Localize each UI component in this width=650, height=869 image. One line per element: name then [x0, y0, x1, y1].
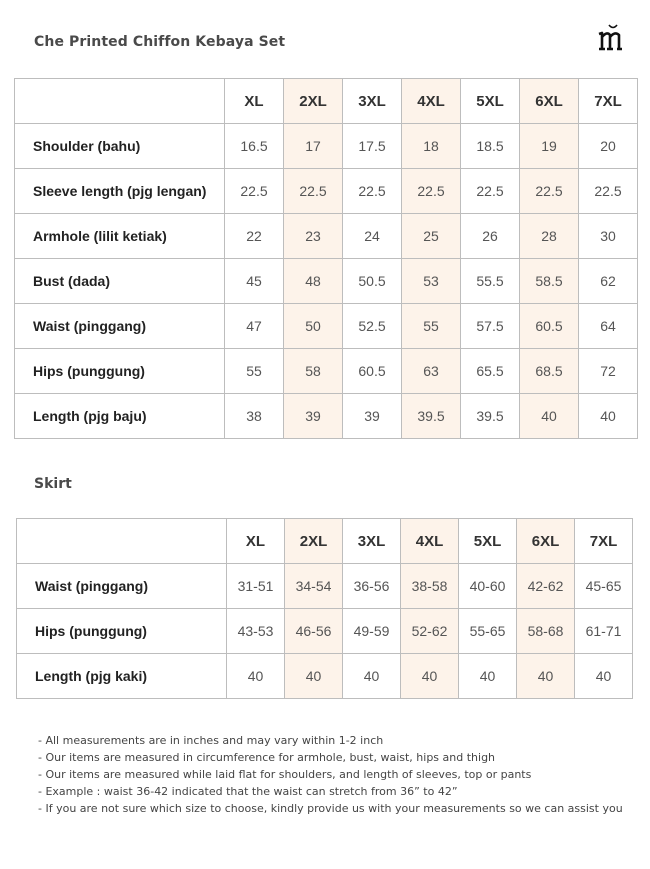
measurement-value-cell: 40 — [459, 654, 517, 699]
measurement-value-cell: 39.5 — [402, 394, 461, 439]
measurement-value-cell: 40 — [343, 654, 401, 699]
measurement-value-cell: 23 — [284, 214, 343, 259]
measurement-value-cell: 43-53 — [227, 609, 285, 654]
measurement-value-cell: 20 — [579, 124, 638, 169]
measurement-value-cell: 22.5 — [520, 169, 579, 214]
measurement-value-cell: 63 — [402, 349, 461, 394]
measurement-label: Sleeve length (pjg lengan) — [15, 169, 225, 214]
size-header-cell: 7XL — [579, 79, 638, 124]
measurement-value-cell: 36-56 — [343, 564, 401, 609]
measurement-label: Shoulder (bahu) — [15, 124, 225, 169]
size-header-cell: 6XL — [520, 79, 579, 124]
measurement-value-cell: 58.5 — [520, 259, 579, 304]
measurement-value-cell: 55 — [402, 304, 461, 349]
size-header-cell: XL — [227, 519, 285, 564]
measurement-value-cell: 58 — [284, 349, 343, 394]
measurement-label: Bust (dada) — [15, 259, 225, 304]
header-corner-cell — [17, 519, 227, 564]
measurement-value-cell: 26 — [461, 214, 520, 259]
table-row — [15, 394, 638, 439]
measurement-value-cell: 19 — [520, 124, 579, 169]
size-header-row — [15, 79, 638, 124]
measurement-value-cell: 55.5 — [461, 259, 520, 304]
measurement-label: Length (pjg kaki) — [17, 654, 227, 699]
measurement-value-cell: 40 — [575, 654, 633, 699]
measurement-value-cell: 50.5 — [343, 259, 402, 304]
measurement-label: Waist (pinggang) — [15, 304, 225, 349]
header-corner-cell — [15, 79, 225, 124]
measurement-label: Hips (punggung) — [17, 609, 227, 654]
measurement-value-cell: 65.5 — [461, 349, 520, 394]
measurement-value-cell: 48 — [284, 259, 343, 304]
measurement-value-cell: 18 — [402, 124, 461, 169]
measurement-value-cell: 55 — [225, 349, 284, 394]
note-item: - If you are not sure which size to choose, kindly provide us with your measurements so we can assist you — [38, 802, 623, 815]
measurement-value-cell: 22.5 — [343, 169, 402, 214]
measurement-label: Hips (punggung) — [15, 349, 225, 394]
size-header-cell: 4XL — [402, 79, 461, 124]
measurement-value-cell: 57.5 — [461, 304, 520, 349]
note-item: - Our items are measured in circumference for armhole, bust, waist, hips and thigh — [38, 751, 496, 764]
measurement-value-cell: 45 — [225, 259, 284, 304]
size-header-cell: 2XL — [284, 79, 343, 124]
measurement-value-cell: 16.5 — [225, 124, 284, 169]
size-header-row — [17, 519, 633, 564]
measurement-value-cell: 58-68 — [517, 609, 575, 654]
measurement-label: Armhole (lilit ketiak) — [15, 214, 225, 259]
note-item: - Example : waist 36-42 indicated that the waist can stretch from 36” to 42” — [38, 785, 458, 798]
size-header-cell: 6XL — [517, 519, 575, 564]
measurement-value-cell: 52.5 — [343, 304, 402, 349]
size-header-cell: XL — [225, 79, 284, 124]
table-row — [15, 259, 638, 304]
measurement-value-cell: 30 — [579, 214, 638, 259]
measurement-value-cell: 50 — [284, 304, 343, 349]
measurement-value-cell: 22.5 — [284, 169, 343, 214]
measurement-value-cell: 52-62 — [401, 609, 459, 654]
measurement-value-cell: 60.5 — [520, 304, 579, 349]
size-header-cell: 5XL — [461, 79, 520, 124]
measurement-value-cell: 22 — [225, 214, 284, 259]
measurement-value-cell: 53 — [402, 259, 461, 304]
measurement-label: Length (pjg baju) — [15, 394, 225, 439]
measurement-value-cell: 28 — [520, 214, 579, 259]
measurement-value-cell: 40 — [579, 394, 638, 439]
measurement-value-cell: 34-54 — [285, 564, 343, 609]
page-title: Che Printed Chiffon Kebaya Set — [34, 34, 286, 50]
measurement-value-cell: 24 — [343, 214, 402, 259]
measurement-value-cell: 39 — [284, 394, 343, 439]
skirt-size-table — [16, 518, 633, 699]
measurement-value-cell: 31-51 — [227, 564, 285, 609]
size-header-cell: 3XL — [343, 79, 402, 124]
measurement-value-cell: 40 — [285, 654, 343, 699]
size-header-cell: 7XL — [575, 519, 633, 564]
measurement-value-cell: 40-60 — [459, 564, 517, 609]
table-row — [15, 124, 638, 169]
measurement-value-cell: 68.5 — [520, 349, 579, 394]
note-item: - Our items are measured while laid flat for shoulders, and length of sleeves, top or pants — [38, 768, 532, 781]
measurement-value-cell: 49-59 — [343, 609, 401, 654]
size-header-cell: 4XL — [401, 519, 459, 564]
skirt-section-title: Skirt — [34, 476, 72, 492]
measurement-value-cell: 64 — [579, 304, 638, 349]
measurement-notes — [38, 732, 623, 817]
measurement-value-cell: 18.5 — [461, 124, 520, 169]
measurement-label: Waist (pinggang) — [17, 564, 227, 609]
size-header-cell: 3XL — [343, 519, 401, 564]
measurement-value-cell: 40 — [520, 394, 579, 439]
measurement-value-cell: 22.5 — [225, 169, 284, 214]
measurement-value-cell: 38 — [225, 394, 284, 439]
measurement-value-cell: 38-58 — [401, 564, 459, 609]
measurement-value-cell: 22.5 — [402, 169, 461, 214]
measurement-value-cell: 61-71 — [575, 609, 633, 654]
table-row — [15, 169, 638, 214]
measurement-value-cell: 39 — [343, 394, 402, 439]
note-item: - All measurements are in inches and may vary within 1-2 inch — [38, 734, 384, 747]
measurement-value-cell: 39.5 — [461, 394, 520, 439]
size-header-cell: 2XL — [285, 519, 343, 564]
brand-logo — [596, 22, 630, 52]
measurement-value-cell: 55-65 — [459, 609, 517, 654]
measurement-value-cell: 40 — [517, 654, 575, 699]
table-row — [17, 564, 633, 609]
measurement-value-cell: 72 — [579, 349, 638, 394]
top-size-table — [14, 78, 638, 439]
size-header-cell: 5XL — [459, 519, 517, 564]
measurement-value-cell: 22.5 — [461, 169, 520, 214]
measurement-value-cell: 45-65 — [575, 564, 633, 609]
measurement-value-cell: 62 — [579, 259, 638, 304]
table-row — [15, 304, 638, 349]
measurement-value-cell: 46-56 — [285, 609, 343, 654]
measurement-value-cell: 22.5 — [579, 169, 638, 214]
table-row — [17, 654, 633, 699]
measurement-value-cell: 17.5 — [343, 124, 402, 169]
measurement-value-cell: 17 — [284, 124, 343, 169]
measurement-value-cell: 60.5 — [343, 349, 402, 394]
table-row — [15, 349, 638, 394]
measurement-value-cell: 40 — [401, 654, 459, 699]
measurement-value-cell: 25 — [402, 214, 461, 259]
measurement-value-cell: 42-62 — [517, 564, 575, 609]
table-row — [17, 609, 633, 654]
measurement-value-cell: 47 — [225, 304, 284, 349]
table-row — [15, 214, 638, 259]
measurement-value-cell: 40 — [227, 654, 285, 699]
